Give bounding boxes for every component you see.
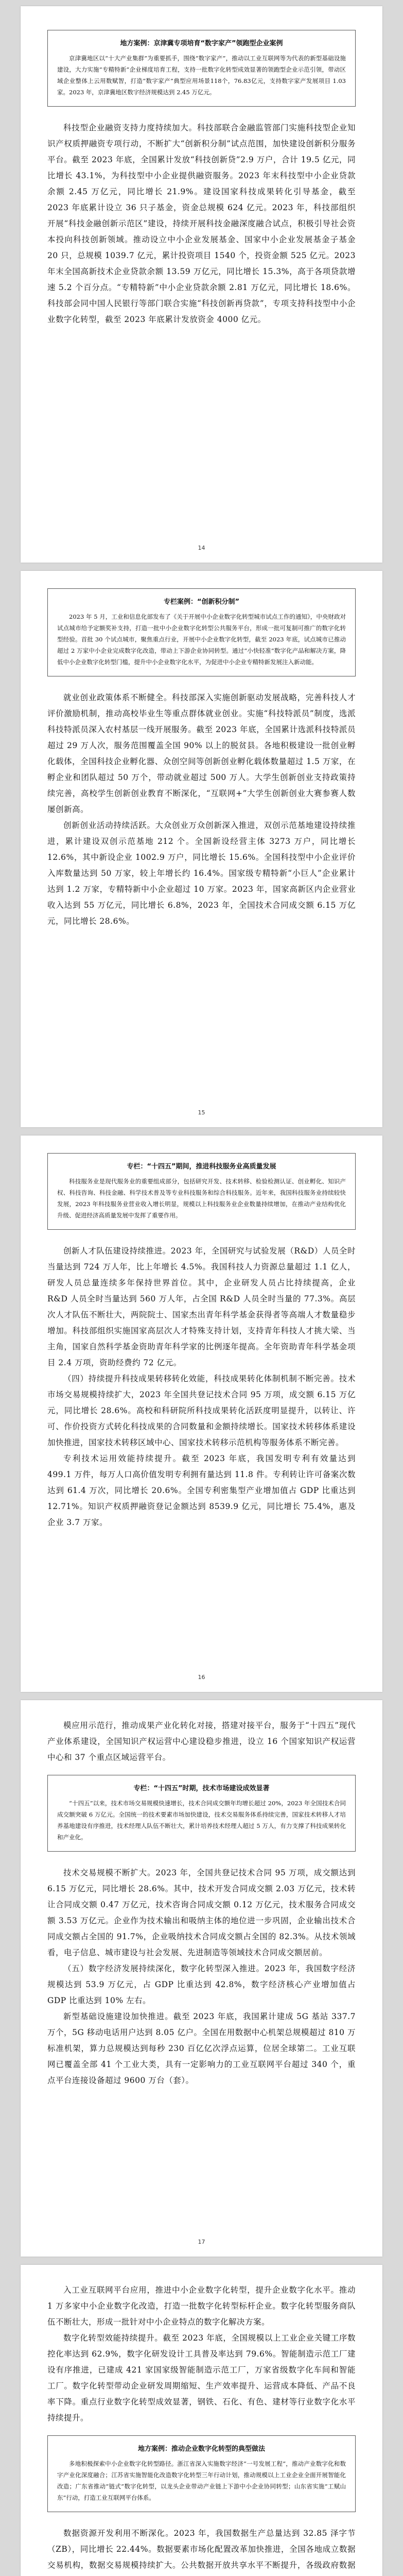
paragraph: 模应用示范行，推动成果产业化转化对接，搭建对接平台，服务于“十四五”现代产业体系建设，全国知识产权运营中心建设稳步推进，设立 16 个国家知识产权运营中心和 37 个重点区域运营平台。 (47, 1721, 356, 1762)
paragraph-text: 科技型企业融资支持力度持续加大。科技部联合金融监管部门实施科技型企业知识产权质押融资专项行动，不断扩大“创新积分制”试点范围，加快建设创新积分服务平台。截至 2023 年底，全国累计发放“科技创新贷”2.9 万户，合计 19.5 亿元，同比增长 43.1%，为科技型中小企业提供融资服务。2023 年末科技型中小企业贷款余额 2.45 万亿元，同比增长 21.9%。建设国家科技成果转化引导基金，截至 2023 年底累计设立 36 只子基金，资金总规模 624 亿元。2023 年，科技部组织开展“科技金融创新示范区”建设，持续开展科技金融深度融合试点，积极引导社会资本投向科技创新领域。推动设立中小企业发展基金、国家中小企业发展基金子基金 20 只，总规模 1039.7 亿元，累计投资项目 1540 个，投资金额 525 亿元。2023 年末全国高新技术企业贷款余额 13.59 万亿元，同比增长 15.3%，高于各项贷款增速 5.2 个百分点。“专精特新”中小企业贷款余额 2.81 万亿元，同比增长 18.6%。科技部会同中国人民银行等部门联合实施“科技创新再贷款”，专项支持科技型中小企业数字化转型，截至 2023 年底累计发放资金 4000 亿元。 (47, 123, 356, 324)
case-box-text: 京津冀地区以“十大产业集群”为重要抓手，围绕“数字家产”，推动以工业互联网等为代表的新型基础设施建设，大力实施“专精特新”企业梯度培育工程，支持一批数字化转型成效显著的领跑型企业示范引领，带动区域企业整体上云用数赋智，打造“数字家产”典型应用场景118个，76.83亿元，支持数字家产发展项目 1.03 家。2023 年，京津冀地区数字经济规模达到 2.45 万亿元。 (57, 55, 346, 96)
page-5 (21, 2265, 382, 2576)
paragraph: 创新创业活动持续活跃。大众创业万众创新深入推进，双创示范基地建设持续推进，累计建设双创示范基地 212 个。全国新设经营主体 3273 万户，同比增长 12.6%，其中新设企业 1002.9 万户，同比增长 15.6%。全国科技型中小企业评价入库数量达到 50 万家，较上年增长约 16.4%。国家级专精特新“小巨人”企业累计达到 1.2 万家，专精特新中小企业超过 10 万家。2023 年，国家高新区内企业营业收入达到 55 万亿元，同比增长 6.8%，2023 年，全国技术合同成交额 6.15 万亿元，同比增长 28.6%。 (47, 821, 356, 926)
page-4 (21, 1700, 382, 2257)
column-box-title: 专栏：“十四五”期间，推进科技服务业高质量发展 (127, 1163, 276, 1171)
paragraph: （五）数字经济发展持续深化，数字化转型深入推进。2023 年，我国数字经济规模达到 53.9 万亿元，占 GDP 比重达到 42.8%，数字经济核心产业增加值占 GDP 比重达到 10% 左右。 (47, 1964, 356, 2005)
paragraph: 创新人才队伍建设持续推进。2023 年，全国研究与试验发展（R&D）人员全时当量达到 724 万人年，比上年增长 4.5%。我国科技人力资源总量超过 1.1 亿人，研发人员总量连续多年保持世界首位。其中，企业研发人员占比持续提高，企业 R&D 人员全时当量达到 560 万人年，占全国 R&D 人员全时当量的 77.3%。高层次人才队伍不断壮大，两院院士、国家杰出青年科学基金获得者等高端人才数量稳步增加。科技部组织实施国家高层次人才特殊支持计划，支持青年科技人才挑大梁、当主角，国家自然科学基金资助青年科学家的比例逐年提高。全年资助青年科学基金项目 2.4 万项，资助经费约 72 亿元。 (47, 1246, 356, 1367)
paragraph: 就业创业政策体系不断健全。科技部深入实施创新驱动发展战略，完善科技人才评价激励机制，推动高校毕业生等重点群体就业创业。实施“科技特派员”制度，选派科技特派员深入农村基层一线开展服务。截至 2023 年底，全国累计选派科技特派员超过 29 万人次，服务范围覆盖全国 90% 以上的脱贫县。各地积极建设一批创业孵化载体，全国科技企业孵化器、众创空间等创新创业孵化载体数量超过 1.5 万家，在孵企业和团队超过 50 万个，带动就业超过 500 万人。大学生创新创业支持政策持续完善，高校学生创新创业教育不断深化，“互联网+”大学生创新创业大赛参赛人数屡创新高。 (47, 693, 356, 814)
case-box-title: 地方案例：京津冀专项培育“数字家产”领跑型企业案例 (120, 40, 283, 47)
case-box-title: 地方案例：推动企业数字化转型的典型做法 (137, 2445, 265, 2453)
paragraph: 数字化转型效能持续提升。截至 2023 年底，全国规模以上工业企业关键工序数控化率达到 62.9%，数字化研发设计工具普及率达到 79.6%。智能制造示范工厂建设有序推进，已建成 421 家国家级智能制造示范工厂，万家省级数字化车间和智能工厂。数字化转型带动企业研发周期缩短、生产效率提升、运营成本降低、产品不良率下降。重点行业数字化转型成效显著，钢铁、石化、有色、建材等行业数字化水平持续提升。 (47, 2333, 356, 2422)
case-box (47, 2435, 356, 2512)
paragraph: 新型基础设施建设加快推进。截至 2023 年底，我国累计建成 5G 基站 337.7 万个，5G 移动电话用户达到 8.05 亿户。全国在用数据中心机架总规模超过 810 万标准机架，算力总规模达到每秒 230 百亿亿次浮点运算，位居全球第二。工业互联网已覆盖全部 41 个工业大类，具有一定影响力的工业互联网平台超过 340 个，重点平台连接设备超过 9600 万台（套）。 (47, 2012, 356, 2085)
paragraph (47, 120, 356, 328)
page-number: 15 (198, 1109, 205, 1116)
paragraph: （四）持续提升科技成果转移转化效能，科技成果转化体制机制不断完善。技术市场交易规模持续扩大，2023 年全国共登记技术合同 95 万项，成交额 6.15 万亿元，同比增长 28.6%。高校和科研院所科技成果转化活跃度明显提升，以转让、许可、作价投资方式转化科技成果的合同数量和金额持续增长。国家技术转移体系建设加快推进，国家技术转移区域中心、国家技术转移示范机构等服务体系不断完善。 (47, 1374, 356, 1447)
column-box (47, 1775, 356, 1852)
page-number: 14 (198, 545, 205, 551)
paragraph: 数据资源开发利用不断深化。2023 年，我国数据生产总量达到 32.85 泽字节（ZB），同比增长 22.44%。数据要素市场化配置改革加快推进，全国各地成立数据交易机构，数据交易规模持续扩大。公共数据开放共享水平不断提升，各级政府数据 (47, 2529, 356, 2570)
column-box-title: 专栏：“十四五”时期，技术市场建设成效显著 (133, 1785, 270, 1792)
column-box-text: 科技服务业是现代服务业的重要组成部分，包括研究开发、技术转移、检验检测认证、创业孵化、知识产权、科技咨询、科技金融、科学技术普及等专业科技服务和综合科技服务。近年来，我国科技服务业持续较快发展，2023 年科技服务业营业收入增长明显，规模以上科技服务业企业数量持续增加，在推动产业结构优化升级、促进经济高质量发展中发挥了重要作用。 (57, 1178, 346, 1219)
column-box (47, 588, 356, 676)
column-box-title: 专栏案例：“创新积分制” (163, 598, 240, 606)
page-number: 16 (198, 1674, 205, 1681)
page-3 (21, 1136, 382, 1692)
paragraph: 技术交易规模不断扩大。2023 年，全国共登记技术合同 95 万项，成交额达到 6.15 万亿元，同比增长 28.6%。其中，技术开发合同成交额 2.03 万亿元，技术转让合同成交额 0.47 万亿元，技术咨询合同成交额 0.12 万亿元，技术服务合同成交额 3.53 万亿元。企业作为技术输出和吸纳主体的地位进一步巩固，企业输出技术合同成交额占全国的 91.7%，企业吸纳技术合同成交额占全国的 82.3%。从技术领域看，电子信息、城市建设与社会发展、先进制造等领域技术合同成交额居前。 (47, 1868, 356, 1957)
case-box (47, 30, 356, 107)
page-1 (21, 6, 382, 563)
paragraph: 入工业互联网平台应用，推进中小企业数字化转型，提升企业数字化水平。推动 1 万多家中小企业数字化改造，打造一批数字化转型标杆企业。数字化转型服务商队伍不断壮大，形成一批针对中小企业特点的数字化解决方案。 (47, 2285, 356, 2327)
column-box-text: “十四五”以来，技术市场交易规模快速增长，技术合同成交额年均增长超过 20%，2023 年全国技术合同成交额突破 6 万亿元。全国统一的技术要素市场加快建设，技术交易服务体系持续完善，国家技术转移人才培养基地建设有序推进，技术经理人队伍不断壮大，累计培养技术经理人超过 5 万人，有力支撑了科技成果转化和产业化。 (57, 1800, 346, 1841)
page-number: 17 (198, 2239, 205, 2245)
case-box-text: 多地积极探索中小企业数字化转型路径。浙江省深入实施数字经济“一号发展工程”，推动产业数字化和数字产业化深度融合；江苏省实施智能化改造数字化转型三年行动计划，推动规模以上工业企业全面开展智能化改造；广东省推动“链式”数字化转型，以龙头企业带动产业链上下游中小企业协同转型；山东省实施“工赋山东”行动，打造工业互联网平台体系。 (57, 2460, 346, 2501)
column-box (47, 1153, 356, 1230)
column-box-text: 2023 年 5 月，工业和信息化部发布了《关于开展中小企业数字化转型城市试点工作的通知》，中央财政对试点城市给予定额奖补支持，打造一批中小企业数字化转型公共服务平台，形成一批可复制可推广的数字化转型经验。首批 30 个试点城市，聚焦重点行业，开展中小企业数字化转型，截至 2023 年底，试点城市已推动超过 2 万家中小企业完成数字化改造，带动上下游企业协同转型。通过“小快轻准”数字化产品和解决方案，降低中小企业数字化转型门槛，提升中小企业数字化水平，为促进中小企业专精特新发展注入新动能。 (57, 613, 346, 666)
page-2 (21, 571, 382, 1127)
paragraph: 专利技术运用效能持续提升。截至 2023 年底，我国发明专利有效量达到 499.1 万件，每万人口高价值发明专利拥有量达到 11.8 件。专利转让许可备案次数达到 61.4 万次，同比增长 20.6%。全国专利密集型产业增加值占 GDP 比重达到 12.71%。知识产权质押融资登记金额达到 8539.9 亿元，同比增长 75.4%，惠及企业 3.7 万家。 (47, 1454, 356, 1527)
